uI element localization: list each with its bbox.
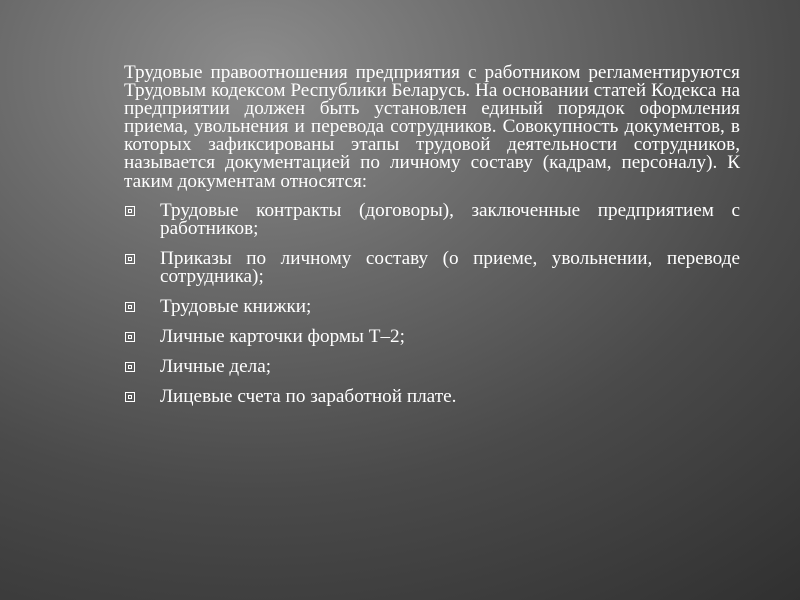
list-item xyxy=(124,247,740,287)
square-bullet-icon xyxy=(125,302,135,312)
list-item-text: Приказы по личному составу (о приеме, увольнении, переводе сотрудника); xyxy=(160,247,740,287)
list-item xyxy=(124,388,740,406)
square-bullet-icon xyxy=(125,362,135,372)
list-item-text: Личные карточки формы Т–2; xyxy=(160,326,405,348)
list-item-text: Трудовые книжки; xyxy=(160,296,312,318)
list-item xyxy=(124,358,740,376)
list-item xyxy=(124,199,740,239)
slide-content xyxy=(124,64,740,406)
document-list xyxy=(124,199,740,408)
square-bullet-icon xyxy=(125,254,135,264)
square-bullet-icon xyxy=(125,206,135,216)
list-item-text: Личные дела; xyxy=(160,356,272,378)
list-item-text: Лицевые счета по заработной плате. xyxy=(160,386,457,408)
square-bullet-icon xyxy=(125,392,135,402)
list-item xyxy=(124,298,740,316)
intro-paragraph: Трудовые правоотношения предприятия с работником регламентируются Трудовым кодексом Республики Беларусь. На основании статей Кодекса на предприятии должен быть установлен единый порядок оформления приема, увольнения и перевода сотрудников. Совокупность документов, в которых зафиксированы этапы трудовой деятельности сотрудников, называется документацией по личному составу (кадрам, персоналу). К таким документам относятся: xyxy=(124,62,740,192)
square-bullet-icon xyxy=(125,332,135,342)
list-item-text: Трудовые контракты (договоры), заключенные предприятием с работников; xyxy=(160,199,740,239)
list-item xyxy=(124,328,740,346)
